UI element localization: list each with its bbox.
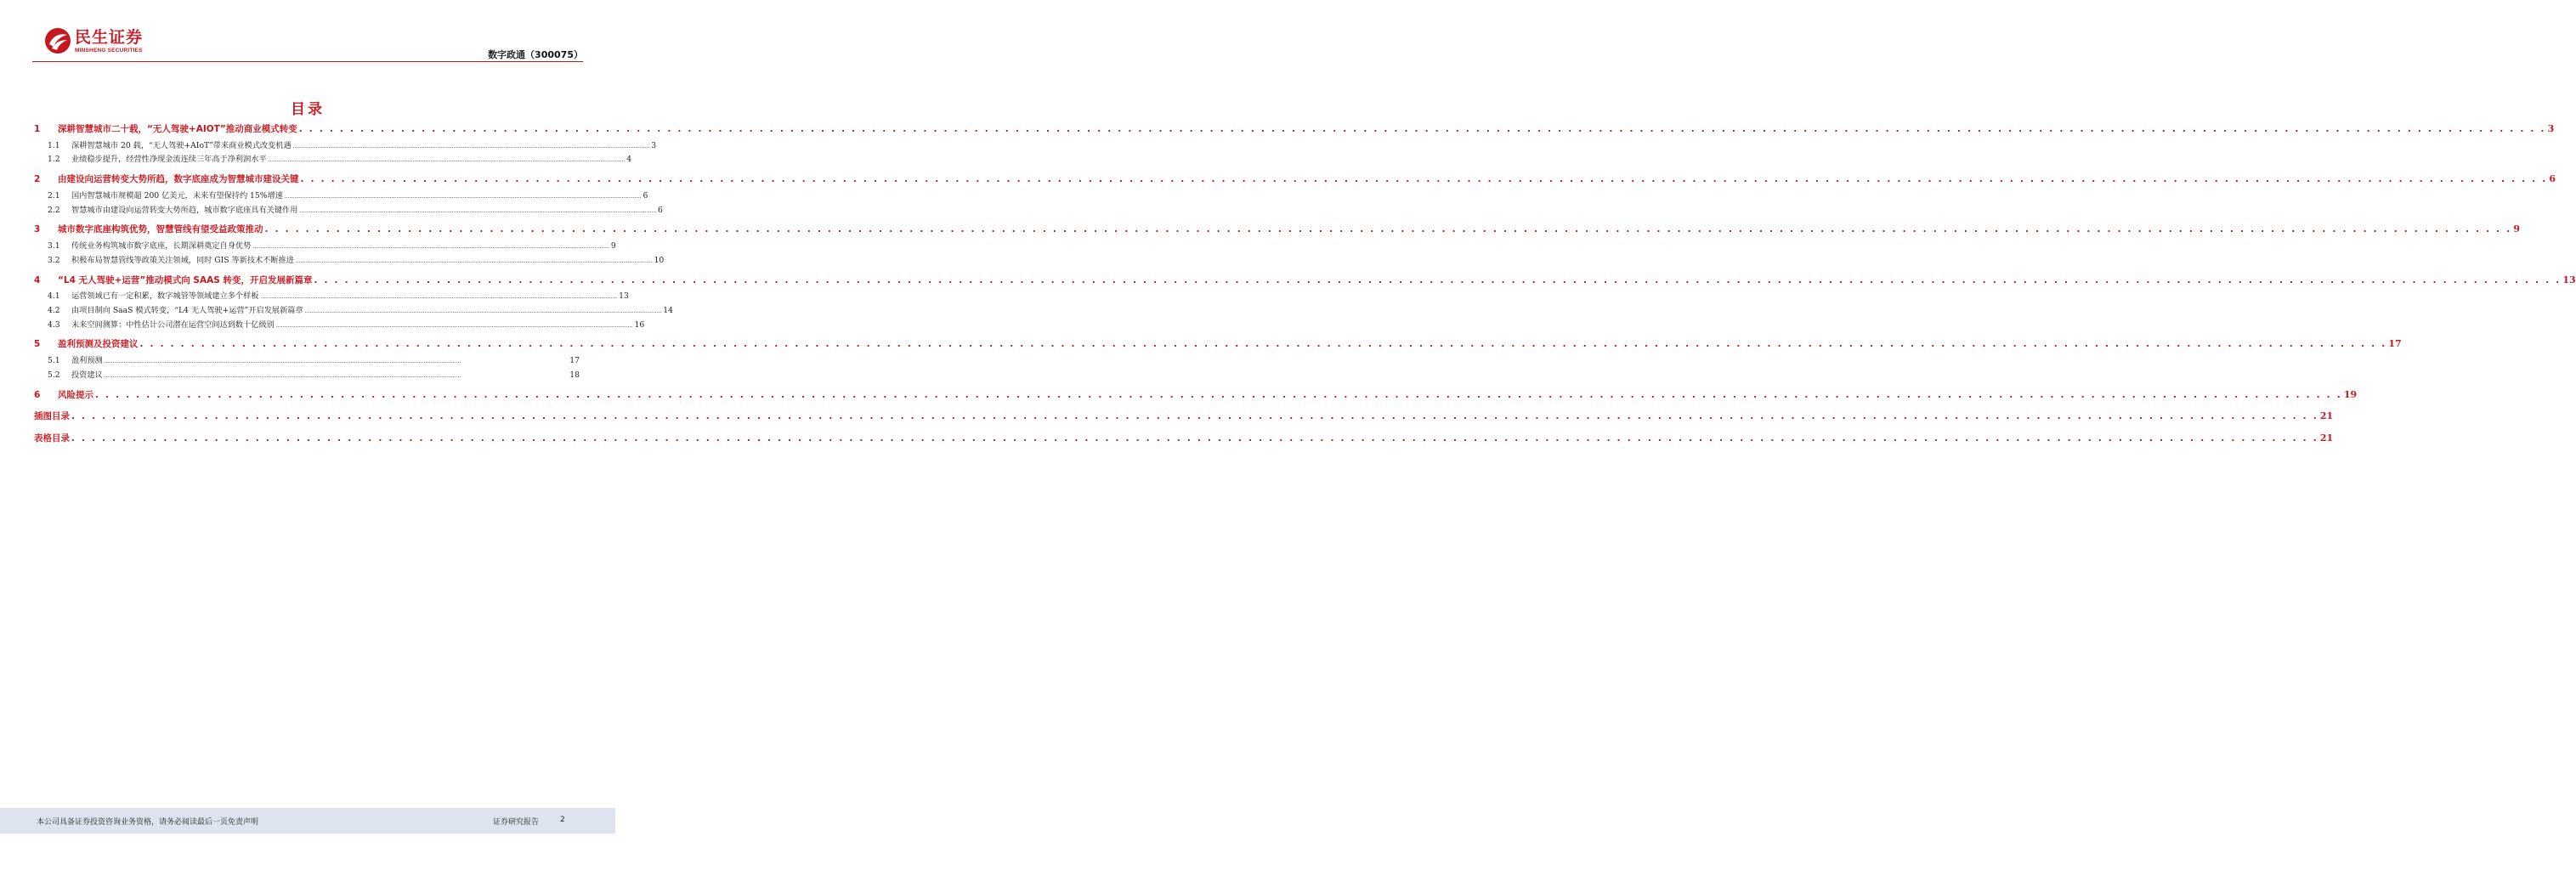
toc-dot-leader: . . . . . . . . . . . . . . . . . . . . . . . . . . . . . . . . . . . . . . . . . . . . . . . . . . . . . . . . . . . . . . . . . . . . . . . . . . . . . . . . . . . . . . . . . . . . . . . . . . . . . . . . . . . . . . . . . . . . . . . . . . . . . . . . . . . . . . . . . . . . . . . . . . . . . . . . . . . . . . . . . . . . . . . . . . . . . . . . . . . . . . . . . . . . . . . . . . . . . . . . . . . . . . . . . . . . . . . . . . . .	[95, 389, 2342, 400]
toc-entry-title: 深耕智慧城市二十载，“无人驾驶+AIOT”推动商业模式转变	[58, 124, 297, 134]
toc-entry-number: 4	[34, 274, 41, 285]
toc-dot-leader: ............................................................................................................................................................................................................................	[299, 207, 657, 214]
toc-entry-title: 积极布局智慧管线等政策关注领域，同时 GIS 等新技术不断推进	[71, 255, 294, 265]
toc-entry-title: 国内智慧城市规模超 200 亿美元，未来有望保持约 15%增速	[71, 190, 283, 201]
toc-entry-title: 运营领域已有一定积累，数字城管等领域建立多个样板	[71, 291, 259, 302]
toc-entry-number: 3.1	[48, 241, 60, 251]
toc-subsection-entry[interactable]	[34, 153, 632, 167]
brand-name-en: MINSHENG SECURITIES	[75, 47, 143, 54]
toc-dot-leader: ............................................................................................................................................................................................................................	[268, 157, 626, 164]
toc-section-entry[interactable]	[34, 428, 2334, 449]
toc-section-entry[interactable]	[34, 270, 2576, 291]
toc-entry-number: 5.1	[48, 356, 60, 366]
toc-entry-page: 6	[2549, 173, 2556, 185]
toc-subsection-entry[interactable]	[34, 319, 645, 333]
table-of-contents	[34, 119, 2576, 449]
toc-entry-title: 未来空间测算：中性估计公司潜在运营空间达到数十亿级别	[71, 319, 275, 330]
toc-entry-number: 5.2	[48, 370, 60, 380]
toc-subsection-entry[interactable]	[34, 254, 665, 268]
toc-entry-title: 由建设向运营转变大势所趋，数字底座成为智慧城市建设关键	[58, 174, 299, 185]
toc-dot-leader: . . . . . . . . . . . . . . . . . . . . . . . . . . . . . . . . . . . . . . . . . . . . . . . . . . . . . . . . . . . . . . . . . . . . . . . . . . . . . . . . . . . . . . . . . . . . . . . . . . . . . . . . . . . . . . . . . . . . . . . . . . . . . . . . . . . . . . . . . . . . . . . . . . . . . . . . . . . . . . . . . . . . . . . . . . . . . . . . . . . . . . . . . . . . . . . . . . . . . . . . . . . . . . . . . . . . . . . . . . . .	[298, 124, 2546, 134]
toc-entry-number: 5	[34, 339, 41, 350]
toc-entry-number: 6	[34, 389, 41, 400]
toc-dot-leader: ............................................................................................................................................................................................................................	[104, 372, 461, 379]
toc-subsection-entry[interactable]	[34, 369, 580, 383]
toc-dot-leader: ............................................................................................................................................................................................................................	[252, 244, 609, 251]
toc-dot-leader: ............................................................................................................................................................................................................................	[304, 308, 662, 314]
toc-entry-number: 3	[34, 224, 41, 235]
toc-dot-leader: ............................................................................................................................................................................................................................	[292, 143, 650, 150]
toc-entry-number: 4.1	[48, 291, 60, 302]
toc-entry-title: 表格目录	[34, 433, 70, 444]
toc-entry-page: 13	[2562, 274, 2576, 285]
toc-entry-page: 19	[2343, 388, 2358, 400]
toc-section-entry[interactable]	[34, 119, 2555, 139]
toc-entry-title: 传统业务构筑城市数字底座，长期深耕奠定自身优势	[71, 241, 252, 251]
toc-section-entry[interactable]	[34, 385, 2358, 405]
toc-subsection-entry[interactable]	[34, 204, 663, 218]
toc-entry-number: 1.2	[48, 155, 60, 165]
toc-entry-number: 2	[34, 174, 41, 185]
toc-entry-title: “L4 无人驾驶+运营”推动模式向 SAAS 转变，开启发展新篇章	[58, 274, 313, 285]
toc-dot-leader: . . . . . . . . . . . . . . . . . . . . . . . . . . . . . . . . . . . . . . . . . . . . . . . . . . . . . . . . . . . . . . . . . . . . . . . . . . . . . . . . . . . . . . . . . . . . . . . . . . . . . . . . . . . . . . . . . . . . . . . . . . . . . . . . . . . . . . . . . . . . . . . . . . . . . . . . . . . . . . . . . . . . . . . . . . . . . . . . . . . . . . . . . . . . . . . . . . . . . . . . . . . . . . . . . . . . . . . . . . . .	[139, 339, 2387, 350]
toc-entry-title: 风险提示	[58, 389, 93, 400]
toc-entry-title: 由项目制向 SaaS 模式转变，“L4 无人驾驶+运营”开启发展新篇章	[71, 306, 303, 315]
toc-entry-title: 投资建议	[71, 370, 103, 380]
toc-entry-number: 4.3	[48, 319, 60, 330]
toc-entry-page: 9	[610, 241, 616, 251]
footer-report-type: 证券研究报告	[493, 818, 540, 827]
toc-entry-number: 1.1	[48, 140, 60, 150]
toc-entry-title: 插图目录	[34, 411, 70, 422]
toc-dot-leader: ............................................................................................................................................................................................................................	[104, 359, 461, 365]
stock-name: 数字政通（300075）	[488, 49, 583, 60]
toc-dot-leader: ............................................................................................................................................................................................................................	[284, 193, 642, 200]
toc-section-entry[interactable]	[34, 169, 2556, 189]
toc-entry-title: 盈利预测及投资建议	[58, 339, 139, 350]
toc-subsection-entry[interactable]	[34, 139, 657, 154]
toc-title: 目录	[291, 101, 325, 118]
minsheng-logo-icon	[44, 27, 71, 54]
toc-entry-page: 6	[658, 205, 663, 215]
toc-subsection-entry[interactable]	[34, 290, 629, 304]
footer-disclaimer: 本公司具备证券投资咨询业务资格，请务必阅读最后一页免责声明	[37, 818, 259, 827]
toc-entry-title: 盈利预测	[71, 356, 103, 366]
toc-entry-title: 深耕智慧城市 20 载，“无人驾驶+AIoT”带来商业模式改变机遇	[71, 140, 292, 150]
toc-dot-leader: ............................................................................................................................................................................................................................	[275, 322, 633, 329]
toc-subsection-entry[interactable]	[34, 189, 648, 204]
toc-subsection-entry[interactable]	[34, 304, 673, 319]
toc-entry-title: 智慧城市由建设向运营转变大势所趋，城市数字底座具有关键作用	[71, 205, 298, 215]
toc-dot-leader: . . . . . . . . . . . . . . . . . . . . . . . . . . . . . . . . . . . . . . . . . . . . . . . . . . . . . . . . . . . . . . . . . . . . . . . . . . . . . . . . . . . . . . . . . . . . . . . . . . . . . . . . . . . . . . . . . . . . . . . . . . . . . . . . . . . . . . . . . . . . . . . . . . . . . . . . . . . . . . . . . . . . . . . . . . . . . . . . . . . . . . . . . . . . . . . . . . . . . . . . . . . . . . . . . . . . . . . . . . . .	[300, 174, 2548, 185]
toc-entry-page: 9	[2513, 223, 2521, 235]
footer-page-number: 2	[560, 816, 565, 824]
toc-entry-number: 4.2	[48, 306, 60, 315]
toc-entry-page: 21	[2319, 432, 2334, 444]
toc-entry-number: 3.2	[48, 255, 60, 265]
toc-entry-page: 16	[634, 319, 645, 330]
toc-entry-title: 城市数字底座构筑优势，智慧管线有望受益政策推动	[58, 224, 263, 235]
toc-entry-number: 1	[34, 124, 41, 134]
toc-entry-title: 业绩稳步提升，经营性净现金流连续三年高于净利润水平	[71, 155, 267, 165]
toc-entry-number: 2.2	[48, 205, 60, 215]
toc-entry-page: 3	[651, 140, 657, 150]
toc-entry-page: 17	[569, 356, 580, 366]
brand-logo	[44, 27, 143, 54]
brand-name-cn: 民生证券	[75, 27, 144, 47]
toc-dot-leader: . . . . . . . . . . . . . . . . . . . . . . . . . . . . . . . . . . . . . . . . . . . . . . . . . . . . . . . . . . . . . . . . . . . . . . . . . . . . . . . . . . . . . . . . . . . . . . . . . . . . . . . . . . . . . . . . . . . . . . . . . . . . . . . . . . . . . . . . . . . . . . . . . . . . . . . . . . . . . . . . . . . . . . . . . . . . . . . . . . . . . . . . . . . . . . . . . . . . . . . . . . . . . . . . . . . . . . . . . . . .	[264, 224, 2512, 235]
toc-dot-leader: ............................................................................................................................................................................................................................	[260, 294, 618, 301]
toc-entry-page: 21	[2319, 410, 2334, 422]
toc-entry-page: 4	[626, 155, 632, 165]
toc-dot-leader: . . . . . . . . . . . . . . . . . . . . . . . . . . . . . . . . . . . . . . . . . . . . . . . . . . . . . . . . . . . . . . . . . . . . . . . . . . . . . . . . . . . . . . . . . . . . . . . . . . . . . . . . . . . . . . . . . . . . . . . . . . . . . . . . . . . . . . . . . . . . . . . . . . . . . . . . . . . . . . . . . . . . . . . . . . . . . . . . . . . . . . . . . . . . . . . . . . . . . . . . . . . . . . . . . . . . . . . . . . . .	[71, 411, 2318, 422]
header-divider	[32, 61, 583, 62]
toc-dot-leader: . . . . . . . . . . . . . . . . . . . . . . . . . . . . . . . . . . . . . . . . . . . . . . . . . . . . . . . . . . . . . . . . . . . . . . . . . . . . . . . . . . . . . . . . . . . . . . . . . . . . . . . . . . . . . . . . . . . . . . . . . . . . . . . . . . . . . . . . . . . . . . . . . . . . . . . . . . . . . . . . . . . . . . . . . . . . . . . . . . . . . . . . . . . . . . . . . . . . . . . . . . . . . . . . . . . . . . . . . . . .	[71, 433, 2318, 444]
toc-entry-page: 17	[2388, 338, 2402, 350]
page-footer	[0, 808, 615, 833]
toc-subsection-entry[interactable]	[34, 240, 616, 254]
toc-section-entry[interactable]	[34, 406, 2334, 427]
toc-entry-page: 10	[654, 255, 665, 265]
toc-section-entry[interactable]	[34, 334, 2402, 354]
toc-entry-number: 2.1	[48, 190, 60, 201]
toc-entry-page: 3	[2547, 123, 2555, 134]
toc-dot-leader: . . . . . . . . . . . . . . . . . . . . . . . . . . . . . . . . . . . . . . . . . . . . . . . . . . . . . . . . . . . . . . . . . . . . . . . . . . . . . . . . . . . . . . . . . . . . . . . . . . . . . . . . . . . . . . . . . . . . . . . . . . . . . . . . . . . . . . . . . . . . . . . . . . . . . . . . . . . . . . . . . . . . . . . . . . . . . . . . . . . . . . . . . . . . . . . . . . . . . . . . . . . . . . . . . . . . . . . . . . . .	[314, 274, 2562, 285]
toc-dot-leader: ............................................................................................................................................................................................................................	[295, 257, 653, 264]
toc-entry-page: 14	[663, 306, 673, 315]
toc-entry-page: 18	[569, 370, 580, 380]
toc-subsection-entry[interactable]	[34, 354, 580, 369]
toc-entry-page: 13	[619, 291, 629, 302]
toc-section-entry[interactable]	[34, 219, 2521, 240]
toc-entry-page: 6	[643, 190, 648, 201]
